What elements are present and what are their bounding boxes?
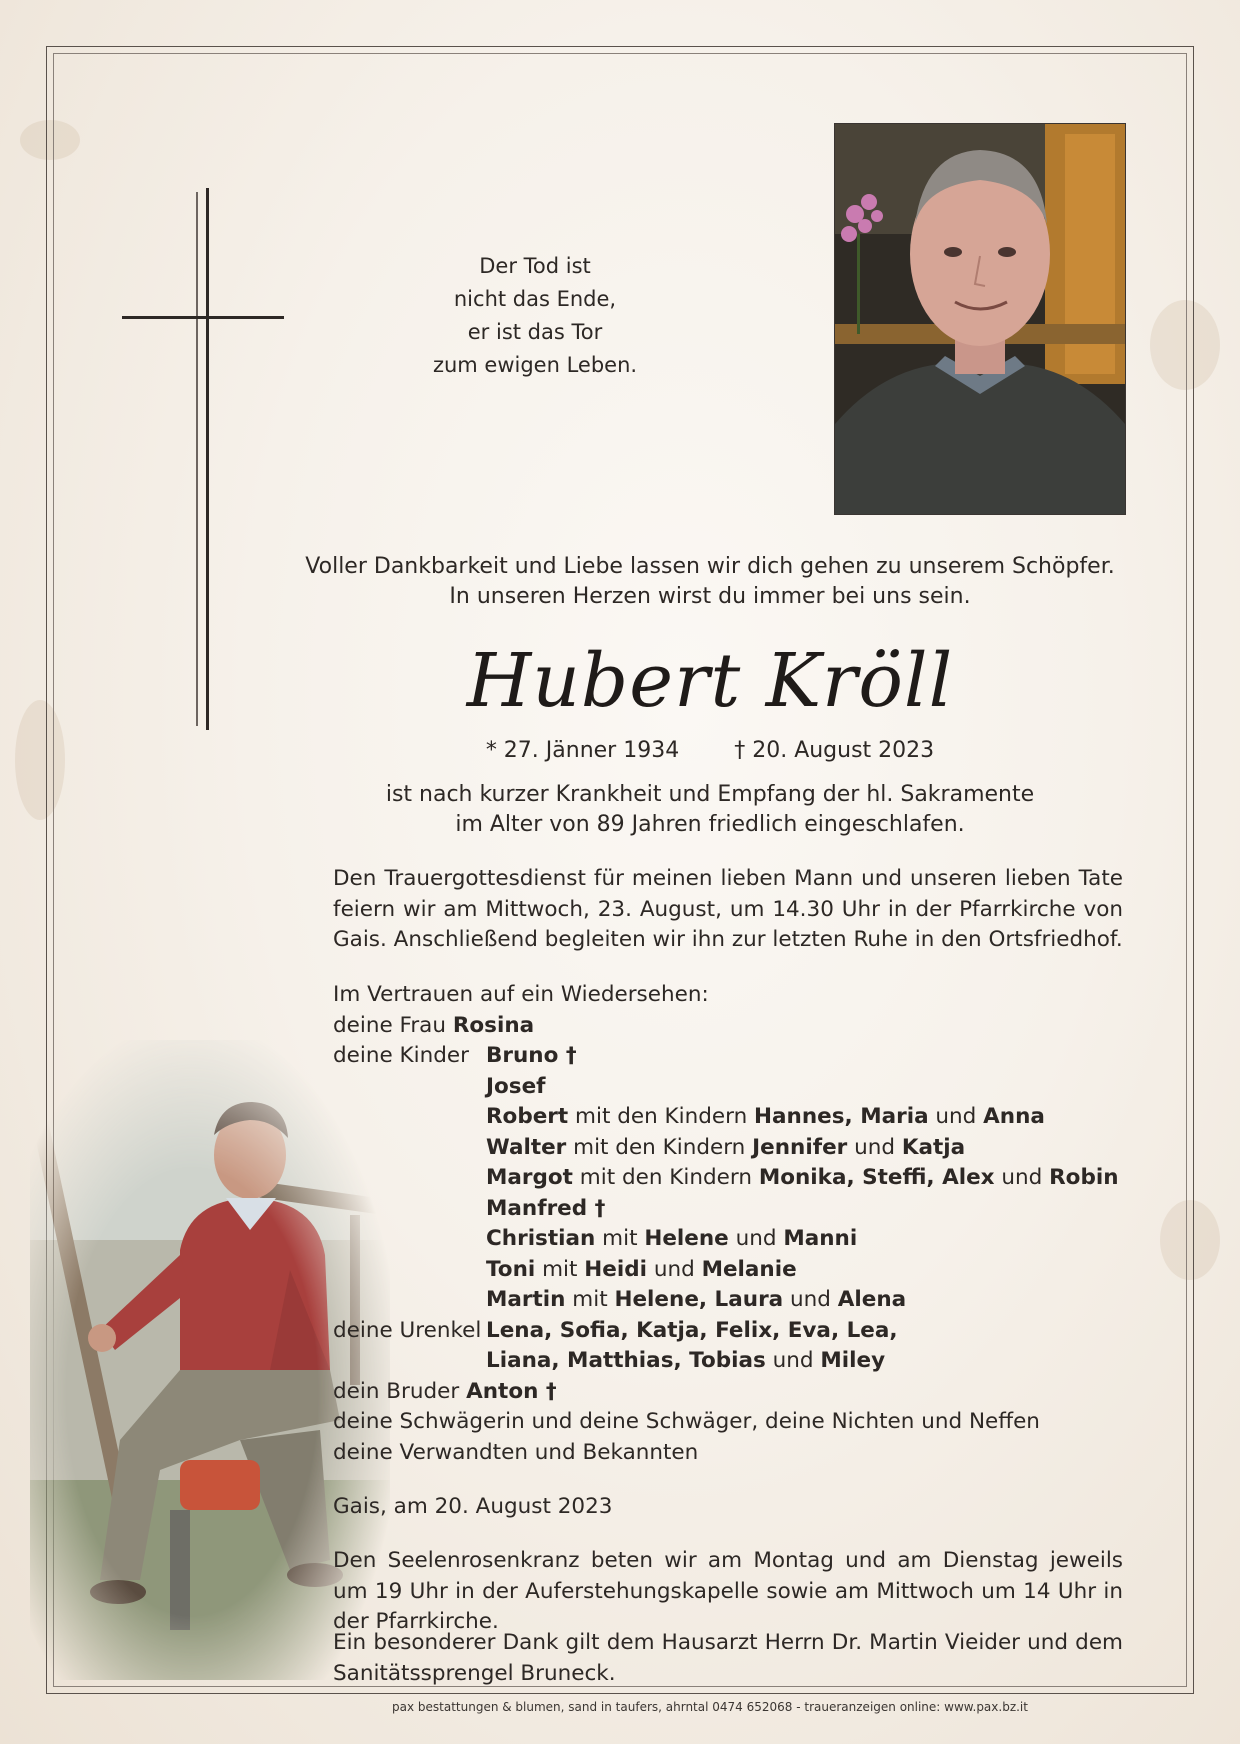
motto-verse — [380, 250, 690, 382]
child-name: Margot — [486, 1165, 573, 1190]
motto-line: Der Tod ist — [479, 254, 591, 278]
birth-date: * 27. Jänner 1934 — [485, 738, 680, 763]
child-name: Christian — [486, 1226, 596, 1251]
grandchildren-names: Jennifer — [752, 1134, 848, 1160]
child-name: Josef — [486, 1073, 546, 1099]
child-name: Martin — [486, 1287, 566, 1312]
child-row — [333, 1102, 1133, 1133]
child-row — [333, 1255, 1133, 1286]
greatgrandchildren-row — [333, 1316, 1133, 1347]
child-connector: mit — [535, 1256, 585, 1282]
child-name: Manfred † — [486, 1195, 606, 1221]
child-row — [333, 1285, 1133, 1316]
gratitude-line: Voller Dankbarkeit und Liebe lassen wir dich gehen zu unserem Schöpfer. — [305, 554, 1115, 579]
brother-row — [333, 1377, 1133, 1408]
child-row — [333, 1194, 1133, 1225]
grandchildren-names: Heidi — [584, 1256, 647, 1282]
grandchildren-names: Katja — [901, 1134, 966, 1160]
wife-row — [333, 1011, 1133, 1042]
deceased-name: Hubert Kröll — [466, 638, 954, 724]
child-name: Bruno † — [486, 1043, 577, 1068]
grandchildren-names: Helene, Laura — [614, 1287, 784, 1312]
motto-line: er ist das Tor — [467, 320, 603, 344]
motto-line: zum ewigen Leben. — [432, 353, 638, 377]
life-dates — [300, 736, 1120, 766]
greatgrand-names: Miley — [820, 1348, 886, 1373]
child-name: Robert — [486, 1104, 569, 1129]
child-name: Walter — [486, 1134, 567, 1160]
special-thanks-text: Ein besonderer Dank gilt dem Hausarzt Herrn Dr. Martin Vieider und dem Sanitätssprengel Bruneck. — [333, 1630, 1123, 1686]
greatgrand-connector: und — [765, 1348, 821, 1373]
greatgrandchildren-row — [333, 1346, 1133, 1377]
wife-label: deine Frau — [333, 1012, 446, 1038]
child-connector: und — [728, 1226, 784, 1251]
grandchildren-names: Hannes, Maria — [754, 1104, 929, 1129]
grandchildren-names: Anna — [983, 1104, 1045, 1129]
motto-line: nicht das Ende, — [453, 287, 617, 311]
child-connector: mit den Kindern — [566, 1134, 753, 1160]
passing-text — [300, 780, 1120, 840]
child-name: Toni — [486, 1256, 536, 1282]
child-row — [333, 1224, 1133, 1255]
child-connector: mit den Kindern — [568, 1104, 755, 1129]
child-connector: mit — [595, 1226, 645, 1251]
child-connector: und — [783, 1287, 838, 1312]
wife-name: Rosina — [452, 1012, 535, 1038]
passing-line: im Alter von 89 Jahren friedlich eingeschlafen. — [455, 812, 965, 837]
gratitude-text — [300, 552, 1120, 612]
greatgrand-names: Lena, Sofia, Katja, Felix, Eva, Lea, — [486, 1317, 898, 1343]
child-row — [333, 1163, 1133, 1194]
survivors-intro: Im Vertrauen auf ein Wiedersehen: — [333, 982, 709, 1007]
passing-line: ist nach kurzer Krankheit und Empfang der hl. Sakramente — [385, 782, 1035, 807]
child-connector: und — [647, 1256, 702, 1282]
relatives-row: deine Verwandten und Bekannten — [333, 1439, 699, 1465]
funeral-service-text: Den Trauergottesdienst für meinen lieben Mann und unseren lieben Tate feiern wir am Mittwoch, 23. August, um 14.30 Uhr in der Pfarrkirche von Gais. Anschließend begleiten wir ihn zur letzten Ruhe in den Ortsfriedhof. — [333, 866, 1123, 952]
grandchildren-names: Alena — [837, 1287, 907, 1312]
grandchildren-names: Monika, Steffi, Alex — [758, 1165, 995, 1190]
greatgrand-names: Liana, Matthias, Tobias — [486, 1348, 766, 1373]
portrait-photo — [834, 123, 1126, 515]
gratitude-line: In unseren Herzen wirst du immer bei uns sein. — [449, 584, 971, 609]
child-connector: mit — [565, 1287, 615, 1312]
footer-credit: pax bestattungen & blumen, sand in taufers, ahrntal 0474 652068 - traueranzeigen online: www.pax.bz.it — [392, 1700, 1028, 1714]
greatgrand-label: deine Urenkel — [333, 1317, 482, 1343]
grandchildren-names: Helene — [644, 1226, 729, 1251]
place-date: Gais, am 20. August 2023 — [333, 1494, 613, 1519]
child-row — [333, 1072, 1133, 1103]
death-date: † 20. August 2023 — [734, 738, 935, 763]
brother-name: Anton † — [466, 1378, 557, 1404]
survivors-list — [333, 980, 1133, 1468]
inlaws-row: deine Schwägerin und deine Schwäger, deine Nichten und Neffen — [333, 1409, 1040, 1434]
child-connector: und — [994, 1165, 1050, 1190]
grandchildren-names: Melanie — [701, 1256, 797, 1282]
grandchildren-names: Robin — [1049, 1165, 1119, 1190]
brother-label: dein Bruder — [333, 1378, 460, 1404]
children-label: deine Kinder — [333, 1043, 469, 1068]
child-connector: mit den Kindern — [572, 1165, 759, 1190]
children-row — [333, 1041, 1133, 1072]
rosary-text: Den Seelenrosenkranz beten wir am Montag und am Dienstag jeweils um 19 Uhr in der Auferstehungskapelle sowie am Mittwoch um 14 Uhr in der Pfarrkirche. — [333, 1548, 1123, 1634]
child-row — [333, 1133, 1133, 1164]
child-connector: und — [847, 1134, 902, 1160]
grandchildren-names: Manni — [783, 1226, 858, 1251]
child-connector: und — [928, 1104, 984, 1129]
